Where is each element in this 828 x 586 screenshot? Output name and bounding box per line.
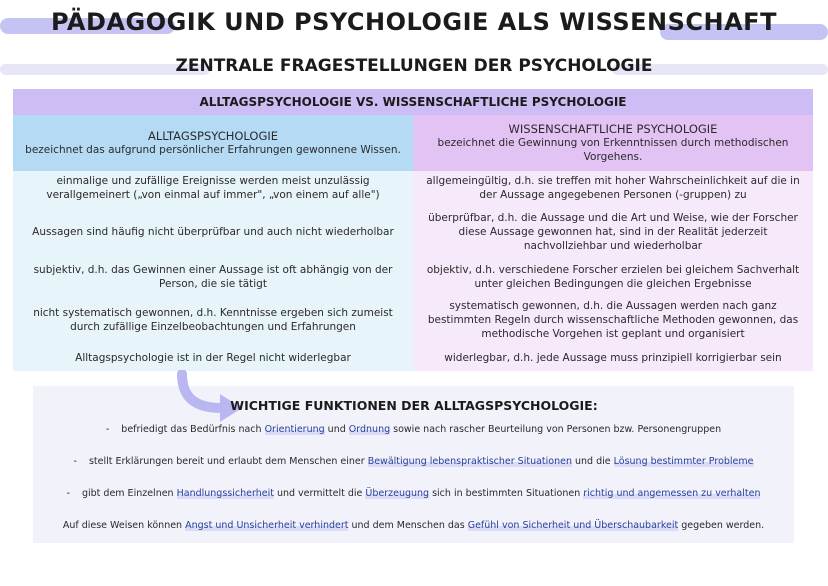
table-row: [13, 205, 813, 259]
curved-arrow-icon: [170, 370, 250, 422]
function-text: gibt dem Einzelnen: [81, 488, 177, 499]
left-column-header: [13, 115, 413, 171]
table-row: [13, 295, 813, 345]
function-item: [33, 488, 794, 499]
table-cell-left: einmalige und zufällige Ereignisse werden meist unzulässig verallgemeinert („von einmal auf immer", „von einem auf alle"): [13, 171, 413, 205]
right-column-name: WISSENSCHAFTLICHE PSYCHOLOGIE: [508, 122, 718, 136]
function-text: stellt Erklärungen bereit und erlaubt dem Menschen einer: [88, 456, 368, 467]
bullet-dash: -: [73, 456, 77, 467]
table-cell-left: subjektiv, d.h. das Gewinnen einer Aussage ist oft abhängig von der Person, die sie tätigt: [13, 259, 413, 295]
functions-summary: [33, 520, 794, 531]
highlight-term: Angst und Unsicherheit verhindert: [185, 520, 349, 531]
bullet-dash: -: [66, 488, 70, 499]
table-caption-row: [13, 89, 813, 115]
highlight-term: Überzeugung: [365, 488, 430, 499]
function-text: und: [324, 424, 349, 435]
functions-title: WICHTIGE FUNKTIONEN DER ALLTAGSPSYCHOLOGIE:: [230, 398, 598, 413]
left-column-name: ALLTAGSPSYCHOLOGIE: [147, 129, 279, 143]
table-head-row: [13, 115, 813, 171]
highlight-term: Bewältigung lebenspraktischer Situationen: [367, 456, 572, 467]
function-text: befriedigt das Bedürfnis nach: [121, 424, 265, 435]
function-item: [33, 456, 794, 467]
table-cell-right: widerlegbar, d.h. jede Aussage muss prinzipiell korrigierbar sein: [413, 345, 813, 371]
highlight-term: Gefühl von Sicherheit und Überschaubarkeit: [467, 520, 679, 531]
function-item: [33, 424, 794, 435]
table-cell-left: Alltagspsychologie ist in der Regel nicht widerlegbar: [13, 345, 413, 371]
function-text: sowie nach rascher Beurteilung von Personen bzw. Personengruppen: [390, 424, 722, 435]
function-text: und vermittelt die: [273, 488, 366, 499]
table-cell-right: allgemeingültig, d.h. sie treffen mit hoher Wahrscheinlichkeit auf die in der Aussage angegebenen Personen (-gruppen) zu: [413, 171, 813, 205]
table-cell-right: objektiv, d.h. verschiedene Forscher erzielen bei gleichem Sachverhalt unter gleichen Bedingungen die gleichen Ergebnisse: [413, 259, 813, 295]
table-cell-right: systematisch gewonnen, d.h. die Aussagen werden nach ganz bestimmten Regeln durch wissenschaftliche Methoden gewonnen, das methodische Vorgehen ist geplant und organisiert: [413, 295, 813, 345]
table-cell-left: Aussagen sind häufig nicht überprüfbar und auch nicht wiederholbar: [13, 205, 413, 259]
function-text: und die: [571, 456, 614, 467]
highlight-term: Orientierung: [264, 424, 325, 435]
left-column-desc: bezeichnet das aufgrund persönlicher Erfahrungen gewonnene Wissen.: [25, 144, 401, 156]
table-cell-left: nicht systematisch gewonnen, d.h. Kenntnisse ergeben sich zumeist durch zufällige Einzelbeobachtungen und Erfahrungen: [13, 295, 413, 345]
right-column-desc: bezeichnet die Gewinnung von Erkenntnissen durch methodischen Vorgehens.: [437, 137, 789, 163]
summary-text: und dem Menschen das: [348, 520, 468, 531]
summary-text: gegeben werden.: [678, 520, 765, 531]
table-caption: ALLTAGSPSYCHOLOGIE VS. WISSENSCHAFTLICHE PSYCHOLOGIE: [13, 89, 813, 115]
highlight-term: Ordnung: [348, 424, 391, 435]
right-column-header: [413, 115, 813, 171]
highlight-term: Handlungssicherheit: [176, 488, 274, 499]
table-cell-right: überprüfbar, d.h. die Aussage und die Art und Weise, wie der Forscher diese Aussage gewonnen hat, sind in der Realität jederzeit nachvollziehbar und wiederholbar: [413, 205, 813, 259]
table-row: [13, 345, 813, 371]
page-subtitle: ZENTRALE FRAGESTELLUNGEN DER PSYCHOLOGIE: [175, 56, 653, 76]
page-title: PÄDAGOGIK UND PSYCHOLOGIE ALS WISSENSCHAFT: [51, 8, 777, 36]
highlight-term: Lösung bestimmter Probleme: [613, 456, 754, 467]
function-text: sich in bestimmten Situationen: [429, 488, 584, 499]
summary-text: Auf diese Weisen können: [62, 520, 186, 531]
bullet-dash: -: [105, 424, 110, 435]
highlight-term: richtig und angemessen zu verhalten: [583, 488, 761, 499]
table-row: [13, 171, 813, 205]
table-row: [13, 259, 813, 295]
comparison-table: [13, 89, 813, 371]
